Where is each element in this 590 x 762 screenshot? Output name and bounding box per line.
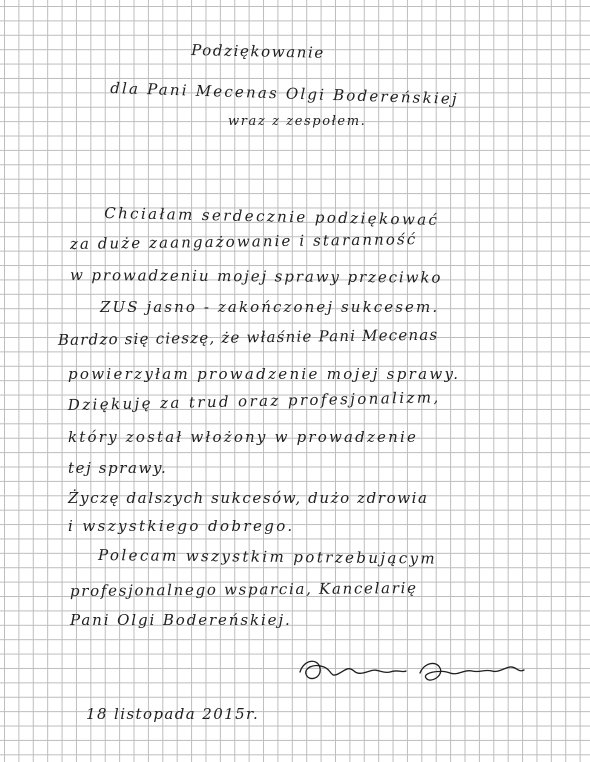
letter-title: Podziękowanie — [191, 41, 326, 62]
signature-scribble-icon — [294, 651, 534, 691]
letter-body-line-4: ZUS jasno - zakończonej sukcesem. — [100, 298, 440, 316]
letter-body-line-9: tej sprawy. — [68, 459, 168, 477]
letter-body-line-13: profesjonalnego wsparcia, Kancelarię — [69, 578, 418, 600]
letter-body-line-3: w prowadzeniu mojej sprawy przeciwko — [70, 266, 443, 287]
letter-body-line-12: Polecam wszystkim potrzebującym — [98, 546, 438, 568]
letter-body-line-7: Dziękuję za trud oraz profesjonalizm, — [67, 388, 441, 414]
letter-team-line: wraz z zespołem. — [228, 114, 367, 129]
letter-body-line-1: Chciałam serdecznie podziękować — [104, 204, 440, 230]
letter-body-line-5: Bardzo się cieszę, że właśnie Pani Mecenas — [57, 325, 439, 349]
signature — [294, 651, 534, 691]
letter-recipient: dla Pani Mecenas Olgi Bodereńskiej — [110, 79, 460, 108]
letter-body-line-10: Życzę dalszych sukcesów, dużo zdrowia — [68, 489, 429, 507]
letter-body-line-2: za duże zaangażowanie i staranność — [69, 230, 418, 253]
letter-body-line-8: który został włożony w prowadzenie — [68, 428, 419, 446]
letter-body-line-14: Pani Olgi Bodereńskiej. — [70, 611, 292, 629]
letter-date: 18 listopada 2015r. — [86, 705, 260, 723]
letter-body-line-11: i wszystkiego dobrego. — [68, 517, 295, 535]
letter-body-line-6: powierzyłam prowadzenie mojej sprawy. — [68, 365, 461, 383]
